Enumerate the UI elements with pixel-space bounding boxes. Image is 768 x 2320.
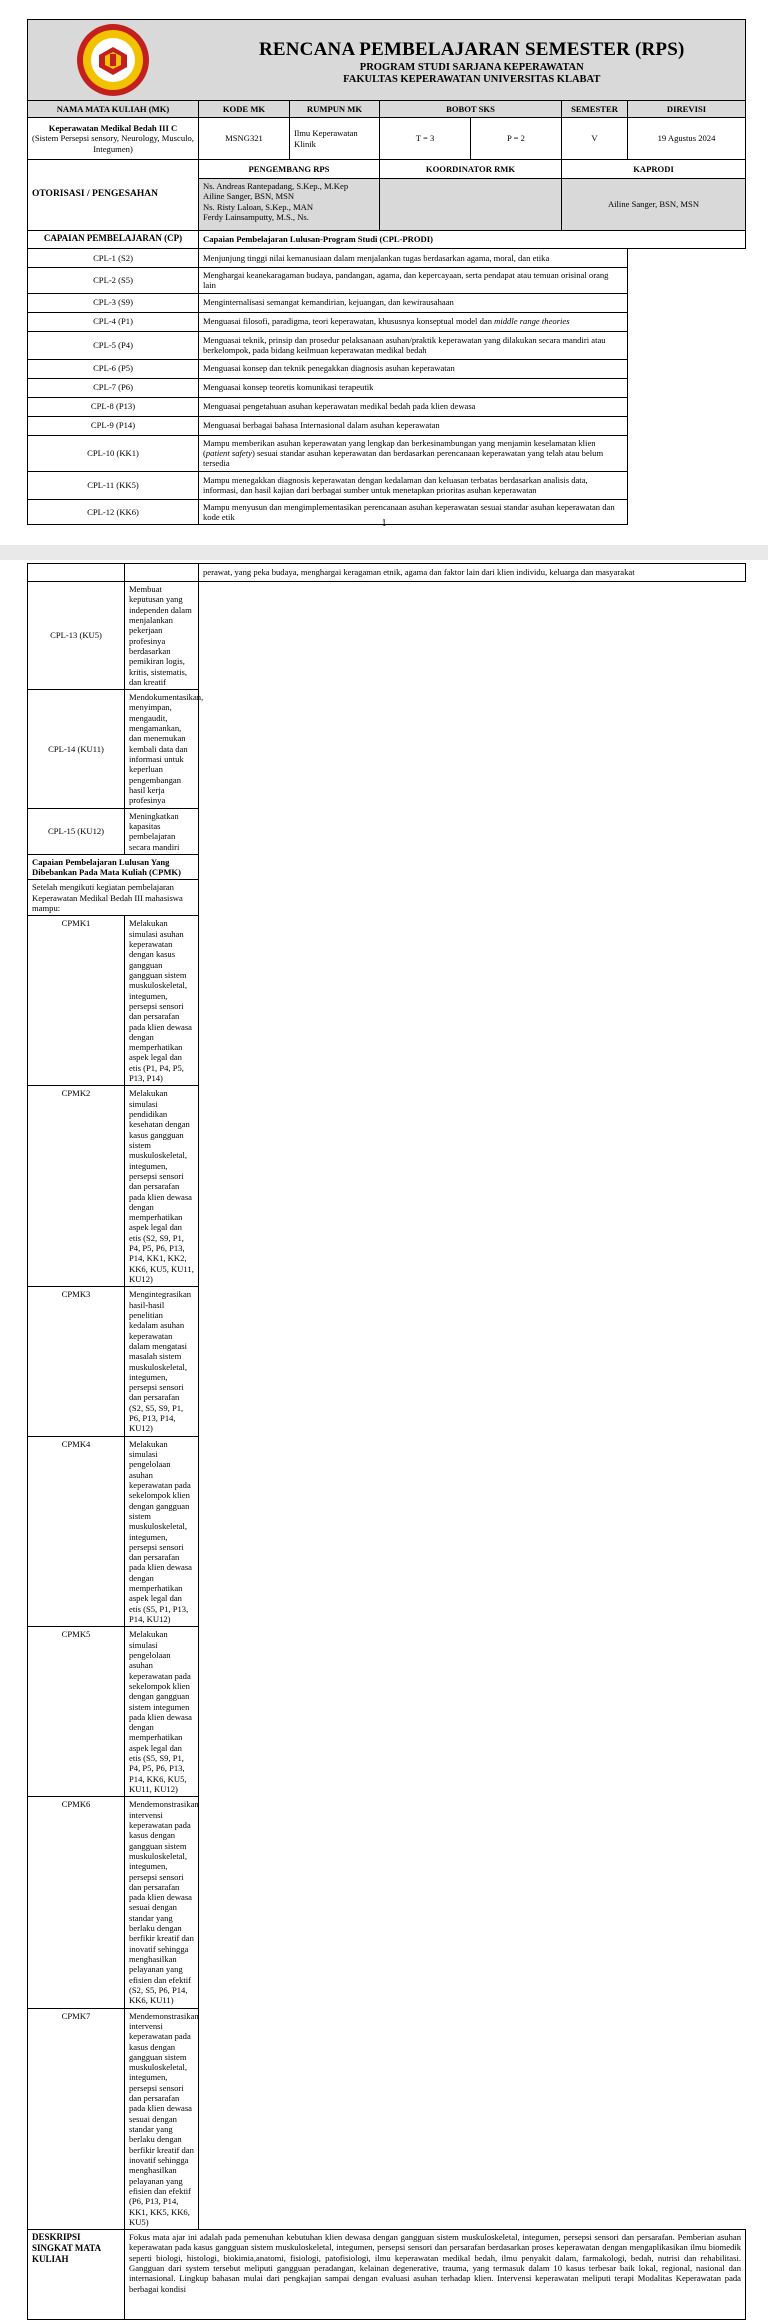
koordinator-value	[380, 179, 562, 231]
col-kode-mk: KODE MK	[199, 101, 290, 118]
cpmk-code: CPMK4	[28, 1436, 125, 1627]
kaprodi-label: KAPRODI	[562, 160, 746, 179]
cpmk-intro: Setelah mengikuti kegiatan pembelajaran Keperawatan Medikal Bedah III mahasiswa mampu:	[28, 880, 199, 916]
title-cell	[199, 20, 746, 101]
cpmk-text: Melakukan simulasi pendidikan kesehatan dengan kasus gangguan sistem muskuloskeletal, integumen, persepsi sensori dan persarafan pada klien dewasa dengan memperhatikan aspek legal dan etis (S2, S9, P1, P4, P5, P6, P13, P14, KK1, KK2, KK6, KU5, KU11, KU12)	[125, 1086, 199, 1287]
cpl2-row	[28, 582, 746, 690]
course-name-cell	[28, 118, 199, 160]
cpl1-code: CPL-4 (P1)	[28, 312, 199, 331]
cpl1-row	[28, 249, 746, 268]
cpl1-text: Menguasai pengetahuan asuhan keperawatan medikal bedah pada klien dewasa	[199, 397, 628, 416]
course-info-row	[28, 118, 746, 160]
cpmk-text: Melakukan simulasi pengelolaan asuhan keperawatan pada sekelompok klien dengan gangguan sistem integumen pada klien dewasa dengan memperhatikan aspek legal dan etis (S5, S9, P1, P4, P5, P6, P13, P14, KK6, KU5, KU11, KU12)	[125, 1627, 199, 1797]
cpl1-text: Mampu memberikan asuhan keperawatan yang lengkap dan berkesinambungan yang menjamin keselamatan klien (patient safety) sesuai standar asuhan keperawatan dan berdasarkan perencanaan keperawatan yang telah atau belum tersedia	[199, 435, 628, 471]
cp-label: CAPAIAN PEMBELAJARAN (CP)	[28, 231, 199, 249]
course-rumpun: Ilmu Keperawatan Klinik	[290, 118, 380, 160]
cpl1-code: CPL-6 (P5)	[28, 359, 199, 378]
col-rumpun-mk: RUMPUN MK	[290, 101, 380, 118]
cpmk-row	[28, 916, 746, 1086]
university-logo-icon	[76, 23, 150, 97]
cpl1-row	[28, 359, 746, 378]
cpmk-row	[28, 1627, 746, 1797]
cpl2-row	[28, 808, 746, 854]
cpmk-row	[28, 1287, 746, 1436]
cpl1-text: Menguasai berbagai bahasa Internasional dalam asuhan keperawatan	[199, 416, 628, 435]
pengembang-name: Ns. Risty Laloan, S.Kep., MAN	[203, 201, 314, 212]
cp-label-continued	[28, 564, 125, 582]
cpl-list-page-1	[28, 249, 746, 525]
cpl-heading-row	[28, 231, 746, 249]
pengembang-name: Ailine Sanger, BSN, MSN	[203, 191, 295, 202]
cpmk-heading-row	[28, 854, 746, 880]
cpl2-row	[28, 690, 746, 808]
cpl1-code: CPL-10 (KK1)	[28, 435, 199, 471]
cpl2-text: Meningkatkan kapasitas pembelajaran secara mandiri	[125, 808, 199, 854]
cpl1-row	[28, 312, 746, 331]
course-name: Keperawatan Medikal Bedah III C	[48, 123, 178, 134]
cpmk-code: CPMK5	[28, 1627, 125, 1797]
cpl1-code: CPL-2 (S5)	[28, 268, 199, 294]
cpl2-code: CPL-14 (KU11)	[28, 690, 125, 808]
cpl2-text: Membuat keputusan yang independen dalam menjalankan pekerjaan profesinya berdasarkan pemikiran logis, kritis, sistematis, dan kreatif	[125, 582, 199, 690]
cpl1-row	[28, 435, 746, 471]
cpmk-row	[28, 1797, 746, 2008]
cpl1-code: CPL-1 (S2)	[28, 249, 199, 268]
header-row	[28, 20, 746, 101]
cpl1-code: CPL-3 (S9)	[28, 293, 199, 312]
cpl1-row	[28, 471, 746, 499]
cpl1-text: Mampu menyusun dan mengimplementasikan perencanaan asuhan keperawatan sesuai standar asuhan keperawatan dan kode etik	[199, 499, 628, 525]
rps-table-page-2	[27, 563, 746, 2320]
cpl1-row	[28, 416, 746, 435]
cpl-list-page-2	[28, 582, 746, 855]
pengembang-list	[199, 179, 380, 231]
deskripsi-row	[28, 2230, 746, 2320]
col-bobot-sks: BOBOT SKS	[380, 101, 562, 118]
cpmk-text: Mengintegrasikan hasil-hasil penelitian kedalam asuhan keperawatan dalam mengatasi masalah sistem muskuloskeletal, integumen, persepsi sensori dan persarafan (S2, S5, S9, P1, P6, P13, P14, KU12)	[125, 1287, 199, 1436]
cpl1-row	[28, 268, 746, 294]
page-number: 1	[381, 518, 387, 529]
deskripsi-text: Fokus mata ajar ini adalah pada pemenuhan kebutuhan klien dewasa dengan gangguan sistem muskuloskeletal, integumen, persepsi sensori dan persarafan. Pemberian asuhan keperawatan pada kasus gangguan sistem muskuloskeletal, integumen, persepsi sensori dan persarafan berdasarkan proses keperawatan dengan mengaplikasikan ilmu biomedik seperti biologi, histologi, biokimia,anatomi, fisiologi, patofisiologi, ilmu keperawatan medikal bedah, ilmu penyakit dalam, farmakologi, bedah, nutrisi dan rehabilitasi. Gangguan dari system tersebut meliputi gangguan peradangan, kelainan degenerative, trauma, yang termasuk dalam 10 kasus terbesar baik lokal, regional, nasional dan internasional. Lingkup bahasan mulai dari pengkajian sampai dengan evaluasi asuhan terhadap klien. Intervensi keperawatan meliputi terapi Modalitas Keperawatan pada berbagai kondisi	[125, 2230, 746, 2320]
cpmk-code: CPMK3	[28, 1287, 125, 1436]
pengembang-name: Ferdy Lainsamputty, M.S., Ns.	[203, 211, 309, 222]
cpl1-text: Menguasai konsep teoretis komunikasi terapeutik	[199, 378, 628, 397]
cpl1-row	[28, 397, 746, 416]
otorisasi-label: OTORISASI / PENGESAHAN	[28, 160, 199, 231]
course-header-row	[28, 101, 746, 118]
cpmk-row	[28, 2008, 746, 2230]
deskripsi-label: DESKRIPSI SINGKAT MATA KULIAH	[28, 2230, 125, 2320]
cpmk-row	[28, 1086, 746, 1287]
cpmk-row	[28, 1436, 746, 1627]
faculty-subtitle: FAKULTAS KEPERAWATAN UNIVERSITAS KLABAT	[343, 74, 601, 86]
cpmk-list	[28, 916, 746, 2230]
kaprodi-value: Ailine Sanger, BSN, MSN	[562, 179, 746, 231]
cpl1-text: Menjunjung tinggi nilai kemanusiaan dalam menjalankan tugas berdasarkan agama, moral, dan etika	[199, 249, 628, 268]
cpmk-code: CPMK7	[28, 2008, 125, 2230]
page-separator	[0, 545, 768, 560]
document-page-1	[0, 0, 768, 545]
pengembang-label: PENGEMBANG RPS	[199, 160, 380, 179]
col-direvisi: DIREVISI	[628, 101, 746, 118]
cpl1-row	[28, 378, 746, 397]
course-sks-p: P = 2	[471, 118, 562, 160]
cpl1-text: Menguasai konsep dan teknik penegakkan diagnosis asuhan keperawatan	[199, 359, 628, 378]
cpmk-text: Mendemonstrasikan intervensi keperawatan pada kasus dengan gangguan sistem muskuloskeletal, integumen, persepsi sensori dan persarafan pada klien dewasa sesuai dengan standar yang berlaku dengan berfikir kreatif dan inovatif sehingga menghasilkan pelayanan yang efisien dan efektif (S2, S5, P6, P14, KK6, KU11)	[125, 1797, 199, 2008]
cpmk-code: CPMK2	[28, 1086, 125, 1287]
cpl-continued-row	[28, 564, 746, 582]
cpmk-code: CPMK6	[28, 1797, 125, 2008]
cpl1-text: Menginternalisasi semangat kemandirian, kejuangan, dan kewirausahaan	[199, 293, 628, 312]
cpl-heading: Capaian Pembelajaran Lulusan-Program Studi (CPL-PRODI)	[199, 231, 746, 249]
otorisasi-header-row	[28, 160, 746, 179]
cpl1-code: CPL-7 (P6)	[28, 378, 199, 397]
cpl1-code: CPL-12 (KK6)	[28, 499, 199, 525]
course-sks-t: T = 3	[380, 118, 471, 160]
cpmk-text: Melakukan simulasi pengelolaan asuhan keperawatan pada sekelompok klien dengan gangguan sistem muskuloskeletal, integumen, persepsi sensori dan persarafan pada klien dewasa dengan memperhatikan aspek legal dan etis (S5, P1, P13, P14, KU12)	[125, 1436, 199, 1627]
course-semester: V	[562, 118, 628, 160]
pengembang-name: Ns. Andreas Rantepadang, S.Kep., M.Kep	[203, 181, 349, 191]
cpl1-code: CPL-8 (P13)	[28, 397, 199, 416]
page-title: RENCANA PEMBELAJARAN SEMESTER (RPS)	[258, 39, 685, 60]
cpl1-code: CPL-5 (P4)	[28, 331, 199, 359]
col-nama-mk: NAMA MATA KULIAH (MK)	[28, 101, 199, 118]
cpmk-heading: Capaian Pembelajaran Lulusan Yang Dibebankan Pada Mata Kuliah (CPMK)	[28, 854, 199, 880]
cpl1-text: Menghargai keanekaragaman budaya, pandangan, agama, dan kepercayaan, serta pendapat atau temuan orisinal orang lain	[199, 268, 628, 294]
cpl2-code: CPL-13 (KU5)	[28, 582, 125, 690]
cpl1-code: CPL-9 (P14)	[28, 416, 199, 435]
cpmk-text: Melakukan simulasi asuhan keperawatan dengan kasus gangguan gangguan sistem muskuloskeletal, integumen, persepsi sensori dan persarafan pada klien dewasa dengan memperhatikan aspek legal dan etis (P1, P4, P5, P13, P14)	[125, 916, 199, 1086]
cpmk-code: CPMK1	[28, 916, 125, 1086]
cpmk-intro-row	[28, 880, 746, 916]
cpl-code-continued	[125, 564, 199, 582]
cpl1-text: Mampu menegakkan diagnosis keperawatan dengan kedalaman dan keluasan terbatas berdasarkan analisis data, informasi, dan hasil kajian dari berbagai sumber untuk menetapkan prioritas asuhan keperawatan	[199, 471, 628, 499]
cpl1-text: Menguasai teknik, prinsip dan prosedur pelaksanaan asuhan/praktik keperawatan yang dilakukan secara mandiri atau berkelompok, pada bidang keilmuan keperawatan medikal bedah	[199, 331, 628, 359]
logo-cell	[28, 20, 199, 101]
document-page-2	[0, 560, 768, 2294]
cpl1-text: Menguasai filosofi, paradigma, teori keperawatan, khususnya konseptual model dan middle range theories	[199, 312, 628, 331]
koordinator-label: KOORDINATOR RMK	[380, 160, 562, 179]
cpl1-code: CPL-11 (KK5)	[28, 471, 199, 499]
cpmk-text: Mendemonstrasikan intervensi keperawatan pada kasus dengan gangguan sistem muskuloskeletal, integumen, persepsi sensori dan persarafan pada klien dewasa sesuai dengan standar yang berlaku dengan berfikir kreatif dan inovatif sehingga menghasilkan pelayanan yang efisien dan efektif (P6, P13, P14, KK1, KK5, KK6, KU5)	[125, 2008, 199, 2230]
cpl2-code: CPL-15 (KU12)	[28, 808, 125, 854]
cpl1-row	[28, 331, 746, 359]
col-semester: SEMESTER	[562, 101, 628, 118]
course-revised-date: 19 Agustus 2024	[628, 118, 746, 160]
cpl-text-continued: perawat, yang peka budaya, menghargai keragaman etnik, agama dan faktor lain dari klien individu, keluarga dan masyarakat	[199, 564, 746, 582]
course-code: MSNG321	[199, 118, 290, 160]
cpl1-row	[28, 293, 746, 312]
rps-table-page-1	[27, 19, 746, 525]
program-subtitle: PROGRAM STUDI SARJANA KEPERAWATAN	[359, 61, 584, 73]
course-name-sub: (Sistem Persepsi sensory, Neurology, Musculo, Integumen)	[32, 133, 194, 154]
cpl2-text: Mendokumentasikan, menyimpan, mengaudit, mengamankan, dan menemukan kembali data dan informasi untuk keperluan pengembangan hasil kerja profesinya	[125, 690, 199, 808]
